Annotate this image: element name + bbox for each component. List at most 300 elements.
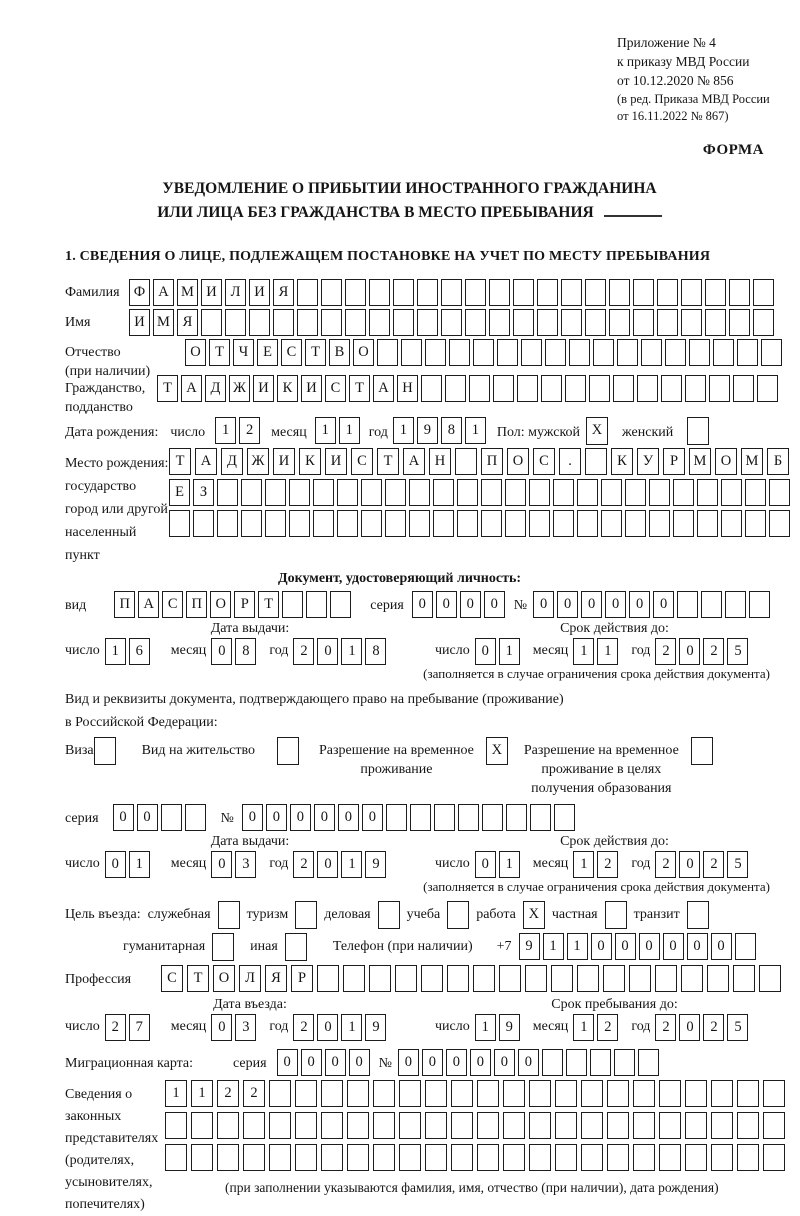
char-box[interactable]: 0 xyxy=(398,1049,419,1076)
char-box[interactable] xyxy=(445,375,466,402)
char-box[interactable] xyxy=(469,375,490,402)
char-box[interactable]: 0 xyxy=(615,933,636,960)
char-box[interactable]: 0 xyxy=(105,851,126,878)
char-box[interactable]: П xyxy=(481,448,503,475)
char-box[interactable] xyxy=(733,965,755,992)
char-box[interactable]: 1 xyxy=(567,933,588,960)
char-box[interactable]: С xyxy=(325,375,346,402)
char-box[interactable] xyxy=(737,1112,759,1139)
char-box[interactable]: 2 xyxy=(655,851,676,878)
char-box[interactable] xyxy=(503,1080,525,1107)
char-box[interactable]: Я xyxy=(177,309,198,336)
char-box[interactable]: О xyxy=(353,339,374,366)
char-box[interactable] xyxy=(685,375,706,402)
char-box[interactable]: И xyxy=(249,279,270,306)
char-box[interactable] xyxy=(735,933,756,960)
char-box[interactable]: Р xyxy=(234,591,255,618)
char-box[interactable]: И xyxy=(253,375,274,402)
char-box[interactable] xyxy=(711,1112,733,1139)
char-box[interactable] xyxy=(473,339,494,366)
char-box[interactable]: Ф xyxy=(129,279,150,306)
char-box[interactable]: 0 xyxy=(317,638,338,665)
char-box[interactable] xyxy=(337,479,358,506)
char-box[interactable] xyxy=(343,965,365,992)
char-box[interactable] xyxy=(633,279,654,306)
char-box[interactable] xyxy=(763,1080,785,1107)
char-box[interactable]: Н xyxy=(429,448,451,475)
char-box[interactable] xyxy=(457,510,478,537)
char-box[interactable] xyxy=(269,1112,291,1139)
char-box[interactable] xyxy=(361,510,382,537)
char-box[interactable]: У xyxy=(637,448,659,475)
char-box[interactable] xyxy=(659,1112,681,1139)
char-box[interactable]: К xyxy=(611,448,633,475)
char-box[interactable] xyxy=(761,339,782,366)
char-box[interactable] xyxy=(545,339,566,366)
char-box[interactable] xyxy=(590,1049,611,1076)
char-box[interactable] xyxy=(399,1144,421,1171)
char-box[interactable] xyxy=(191,1144,213,1171)
char-box[interactable]: Т xyxy=(169,448,191,475)
char-box[interactable] xyxy=(385,479,406,506)
char-box[interactable] xyxy=(289,510,310,537)
char-box[interactable]: 0 xyxy=(679,638,700,665)
char-box[interactable] xyxy=(399,1080,421,1107)
char-box[interactable]: 9 xyxy=(365,851,386,878)
char-box[interactable] xyxy=(165,1144,187,1171)
char-box[interactable]: Т xyxy=(209,339,230,366)
char-box[interactable] xyxy=(409,479,430,506)
char-box[interactable]: 0 xyxy=(484,591,505,618)
char-box[interactable] xyxy=(601,510,622,537)
char-box[interactable] xyxy=(721,479,742,506)
char-box[interactable]: 2 xyxy=(597,851,618,878)
char-box[interactable] xyxy=(249,309,270,336)
char-box[interactable]: К xyxy=(299,448,321,475)
char-box[interactable]: 2 xyxy=(293,851,314,878)
char-box[interactable] xyxy=(449,339,470,366)
char-box[interactable] xyxy=(659,1080,681,1107)
char-box[interactable] xyxy=(561,279,582,306)
char-box[interactable] xyxy=(529,1080,551,1107)
char-box[interactable] xyxy=(569,339,590,366)
char-box[interactable] xyxy=(607,1080,629,1107)
char-box[interactable] xyxy=(473,965,495,992)
char-box[interactable] xyxy=(321,279,342,306)
char-box[interactable] xyxy=(497,339,518,366)
char-box[interactable] xyxy=(517,375,538,402)
char-box[interactable]: 0 xyxy=(422,1049,443,1076)
char-box[interactable] xyxy=(337,510,358,537)
char-box[interactable] xyxy=(417,309,438,336)
char-box[interactable] xyxy=(345,309,366,336)
char-box[interactable] xyxy=(503,1144,525,1171)
char-box[interactable] xyxy=(217,510,238,537)
char-box[interactable]: Я xyxy=(273,279,294,306)
char-box[interactable] xyxy=(489,279,510,306)
char-box[interactable]: А xyxy=(195,448,217,475)
char-box[interactable] xyxy=(393,309,414,336)
char-box[interactable] xyxy=(577,479,598,506)
char-box[interactable]: И xyxy=(325,448,347,475)
char-box[interactable] xyxy=(481,479,502,506)
char-box[interactable] xyxy=(687,417,709,445)
char-box[interactable] xyxy=(733,375,754,402)
char-box[interactable] xyxy=(369,279,390,306)
char-box[interactable] xyxy=(425,1080,447,1107)
char-box[interactable] xyxy=(541,375,562,402)
char-box[interactable] xyxy=(633,309,654,336)
char-box[interactable]: 1 xyxy=(475,1014,496,1041)
char-box[interactable] xyxy=(673,510,694,537)
char-box[interactable]: 1 xyxy=(105,638,126,665)
char-box[interactable] xyxy=(505,479,526,506)
char-box[interactable] xyxy=(297,279,318,306)
char-box[interactable] xyxy=(729,309,750,336)
char-box[interactable]: 0 xyxy=(679,851,700,878)
char-box[interactable]: 0 xyxy=(436,591,457,618)
char-box[interactable] xyxy=(745,510,766,537)
char-box[interactable] xyxy=(649,479,670,506)
char-box[interactable] xyxy=(633,1112,655,1139)
char-box[interactable]: А xyxy=(403,448,425,475)
char-box[interactable] xyxy=(289,479,310,506)
char-box[interactable]: 1 xyxy=(465,417,486,444)
char-box[interactable] xyxy=(585,279,606,306)
char-box[interactable] xyxy=(691,737,713,765)
char-box[interactable] xyxy=(637,375,658,402)
char-box[interactable]: 8 xyxy=(235,638,256,665)
char-box[interactable] xyxy=(321,1144,343,1171)
char-box[interactable] xyxy=(633,1080,655,1107)
char-box[interactable]: . xyxy=(559,448,581,475)
char-box[interactable] xyxy=(489,309,510,336)
char-box[interactable] xyxy=(613,375,634,402)
char-box[interactable] xyxy=(295,901,317,929)
char-box[interactable]: 1 xyxy=(341,638,362,665)
char-box[interactable]: Л xyxy=(239,965,261,992)
char-box[interactable]: 0 xyxy=(494,1049,515,1076)
char-box[interactable] xyxy=(673,479,694,506)
char-box[interactable] xyxy=(641,339,662,366)
char-box[interactable] xyxy=(451,1080,473,1107)
char-box[interactable]: С xyxy=(161,965,183,992)
char-box[interactable] xyxy=(707,965,729,992)
char-box[interactable] xyxy=(737,339,758,366)
char-box[interactable] xyxy=(513,309,534,336)
char-box[interactable] xyxy=(665,339,686,366)
char-box[interactable] xyxy=(685,1144,707,1171)
char-box[interactable] xyxy=(745,479,766,506)
char-box[interactable]: 9 xyxy=(499,1014,520,1041)
char-box[interactable]: 0 xyxy=(362,804,383,831)
char-box[interactable]: 5 xyxy=(727,638,748,665)
char-box[interactable]: 8 xyxy=(365,638,386,665)
char-box[interactable] xyxy=(585,448,607,475)
char-box[interactable]: 0 xyxy=(338,804,359,831)
char-box[interactable] xyxy=(269,1144,291,1171)
char-box[interactable]: Р xyxy=(291,965,313,992)
char-box[interactable] xyxy=(212,933,234,961)
char-box[interactable] xyxy=(737,1144,759,1171)
char-box[interactable] xyxy=(94,737,116,765)
char-box[interactable]: В xyxy=(329,339,350,366)
char-box[interactable] xyxy=(385,510,406,537)
char-box[interactable]: 0 xyxy=(446,1049,467,1076)
char-box[interactable]: 2 xyxy=(655,638,676,665)
char-box[interactable] xyxy=(265,510,286,537)
char-box[interactable] xyxy=(753,279,774,306)
char-box[interactable]: 1 xyxy=(499,638,520,665)
char-box[interactable] xyxy=(737,1080,759,1107)
char-box[interactable]: 1 xyxy=(191,1080,213,1107)
char-box[interactable] xyxy=(225,309,246,336)
char-box[interactable] xyxy=(513,279,534,306)
char-box[interactable]: 1 xyxy=(315,417,336,444)
char-box[interactable]: 1 xyxy=(573,1014,594,1041)
char-box[interactable]: Е xyxy=(169,479,190,506)
char-box[interactable]: Д xyxy=(205,375,226,402)
char-box[interactable] xyxy=(617,339,638,366)
char-box[interactable] xyxy=(614,1049,635,1076)
char-box[interactable] xyxy=(607,1112,629,1139)
char-box[interactable]: 1 xyxy=(597,638,618,665)
char-box[interactable] xyxy=(347,1080,369,1107)
char-box[interactable]: Ж xyxy=(247,448,269,475)
char-box[interactable] xyxy=(577,510,598,537)
char-box[interactable] xyxy=(285,933,307,961)
char-box[interactable]: С xyxy=(533,448,555,475)
char-box[interactable] xyxy=(395,965,417,992)
char-box[interactable]: 0 xyxy=(475,851,496,878)
char-box[interactable]: С xyxy=(281,339,302,366)
char-box[interactable]: Т xyxy=(349,375,370,402)
char-box[interactable]: 0 xyxy=(629,591,650,618)
char-box[interactable] xyxy=(705,279,726,306)
char-box[interactable] xyxy=(685,1112,707,1139)
char-box[interactable] xyxy=(465,309,486,336)
char-box[interactable] xyxy=(161,804,182,831)
char-box[interactable]: 7 xyxy=(129,1014,150,1041)
char-box[interactable] xyxy=(393,279,414,306)
char-box[interactable] xyxy=(657,309,678,336)
char-box[interactable] xyxy=(585,309,606,336)
char-box[interactable]: 5 xyxy=(727,1014,748,1041)
char-box[interactable]: О xyxy=(213,965,235,992)
char-box[interactable]: 0 xyxy=(211,851,232,878)
char-box[interactable]: 2 xyxy=(243,1080,265,1107)
char-box[interactable]: И xyxy=(273,448,295,475)
char-box[interactable]: 1 xyxy=(215,417,236,444)
char-box[interactable] xyxy=(481,510,502,537)
char-box[interactable] xyxy=(661,375,682,402)
char-box[interactable] xyxy=(638,1049,659,1076)
char-box[interactable]: С xyxy=(162,591,183,618)
char-box[interactable]: 0 xyxy=(314,804,335,831)
char-box[interactable]: 1 xyxy=(341,851,362,878)
char-box[interactable] xyxy=(625,510,646,537)
char-box[interactable]: О xyxy=(507,448,529,475)
char-box[interactable] xyxy=(386,804,407,831)
char-box[interactable]: П xyxy=(186,591,207,618)
char-box[interactable]: 2 xyxy=(293,1014,314,1041)
char-box[interactable] xyxy=(433,479,454,506)
char-box[interactable]: 0 xyxy=(349,1049,370,1076)
char-box[interactable] xyxy=(763,1112,785,1139)
char-box[interactable] xyxy=(565,375,586,402)
char-box[interactable]: И xyxy=(201,279,222,306)
char-box[interactable]: 0 xyxy=(679,1014,700,1041)
char-box[interactable]: М xyxy=(177,279,198,306)
char-box[interactable]: 0 xyxy=(581,591,602,618)
char-box[interactable] xyxy=(297,309,318,336)
char-box[interactable] xyxy=(681,965,703,992)
char-box[interactable] xyxy=(282,591,303,618)
char-box[interactable] xyxy=(373,1112,395,1139)
char-box[interactable]: Я xyxy=(265,965,287,992)
char-box[interactable]: 0 xyxy=(325,1049,346,1076)
char-box[interactable] xyxy=(409,510,430,537)
char-box[interactable] xyxy=(553,479,574,506)
char-box[interactable]: П xyxy=(114,591,135,618)
char-box[interactable]: 0 xyxy=(605,591,626,618)
char-box[interactable]: 0 xyxy=(317,1014,338,1041)
char-box[interactable] xyxy=(625,479,646,506)
char-box[interactable]: 0 xyxy=(591,933,612,960)
char-box[interactable] xyxy=(697,479,718,506)
char-box[interactable]: Ч xyxy=(233,339,254,366)
char-box[interactable] xyxy=(451,1112,473,1139)
char-box[interactable]: И xyxy=(129,309,150,336)
char-box[interactable] xyxy=(503,1112,525,1139)
char-box[interactable] xyxy=(553,510,574,537)
char-box[interactable]: 0 xyxy=(557,591,578,618)
char-box[interactable]: 0 xyxy=(711,933,732,960)
char-box[interactable]: Т xyxy=(157,375,178,402)
char-box[interactable] xyxy=(417,279,438,306)
char-box[interactable] xyxy=(361,479,382,506)
char-box[interactable]: Р xyxy=(663,448,685,475)
char-box[interactable] xyxy=(477,1112,499,1139)
char-box[interactable]: 0 xyxy=(687,933,708,960)
char-box[interactable] xyxy=(542,1049,563,1076)
char-box[interactable] xyxy=(313,479,334,506)
char-box[interactable]: 0 xyxy=(475,638,496,665)
char-box[interactable] xyxy=(551,965,573,992)
char-box[interactable] xyxy=(593,339,614,366)
char-box[interactable]: К xyxy=(277,375,298,402)
char-box[interactable] xyxy=(505,510,526,537)
char-box[interactable] xyxy=(763,1144,785,1171)
char-box[interactable] xyxy=(399,1112,421,1139)
char-box[interactable] xyxy=(457,479,478,506)
char-box[interactable] xyxy=(410,804,431,831)
char-box[interactable] xyxy=(757,375,778,402)
char-box[interactable] xyxy=(306,591,327,618)
char-box[interactable] xyxy=(243,1112,265,1139)
char-box[interactable] xyxy=(609,309,630,336)
char-box[interactable] xyxy=(603,965,625,992)
char-box[interactable]: 2 xyxy=(217,1080,239,1107)
char-box[interactable] xyxy=(369,965,391,992)
char-box[interactable]: 0 xyxy=(470,1049,491,1076)
char-box[interactable] xyxy=(378,901,400,929)
char-box[interactable]: 5 xyxy=(727,851,748,878)
char-box[interactable]: 0 xyxy=(412,591,433,618)
char-box[interactable]: X xyxy=(486,737,508,765)
char-box[interactable]: Б xyxy=(767,448,789,475)
char-box[interactable] xyxy=(347,1112,369,1139)
char-box[interactable] xyxy=(685,1080,707,1107)
char-box[interactable] xyxy=(433,510,454,537)
char-box[interactable] xyxy=(401,339,422,366)
char-box[interactable] xyxy=(537,279,558,306)
char-box[interactable]: 9 xyxy=(417,417,438,444)
char-box[interactable] xyxy=(659,1144,681,1171)
char-box[interactable] xyxy=(425,1112,447,1139)
char-box[interactable]: 0 xyxy=(653,591,674,618)
char-box[interactable]: Н xyxy=(397,375,418,402)
char-box[interactable]: О xyxy=(210,591,231,618)
char-box[interactable]: 0 xyxy=(639,933,660,960)
char-box[interactable]: А xyxy=(138,591,159,618)
char-box[interactable] xyxy=(421,965,443,992)
char-box[interactable]: 0 xyxy=(266,804,287,831)
char-box[interactable]: А xyxy=(153,279,174,306)
char-box[interactable] xyxy=(677,591,698,618)
char-box[interactable] xyxy=(321,309,342,336)
char-box[interactable] xyxy=(447,965,469,992)
char-box[interactable]: 0 xyxy=(663,933,684,960)
char-box[interactable]: 9 xyxy=(519,933,540,960)
char-box[interactable]: С xyxy=(351,448,373,475)
char-box[interactable] xyxy=(581,1112,603,1139)
char-box[interactable] xyxy=(265,479,286,506)
char-box[interactable] xyxy=(605,901,627,929)
char-box[interactable] xyxy=(529,1112,551,1139)
char-box[interactable] xyxy=(749,591,770,618)
char-box[interactable] xyxy=(729,279,750,306)
char-box[interactable] xyxy=(201,309,222,336)
char-box[interactable] xyxy=(725,591,746,618)
char-box[interactable] xyxy=(525,965,547,992)
char-box[interactable]: З xyxy=(193,479,214,506)
char-box[interactable]: 1 xyxy=(499,851,520,878)
char-box[interactable] xyxy=(701,591,722,618)
char-box[interactable]: 2 xyxy=(655,1014,676,1041)
char-box[interactable]: 0 xyxy=(277,1049,298,1076)
char-box[interactable] xyxy=(441,279,462,306)
char-box[interactable] xyxy=(655,965,677,992)
char-box[interactable]: Е xyxy=(257,339,278,366)
char-box[interactable] xyxy=(759,965,781,992)
char-box[interactable]: 8 xyxy=(441,417,462,444)
char-box[interactable] xyxy=(581,1080,603,1107)
char-box[interactable] xyxy=(191,1112,213,1139)
char-box[interactable] xyxy=(477,1144,499,1171)
char-box[interactable]: 2 xyxy=(597,1014,618,1041)
char-box[interactable]: 3 xyxy=(235,851,256,878)
char-box[interactable]: 2 xyxy=(293,638,314,665)
char-box[interactable] xyxy=(447,901,469,929)
char-box[interactable] xyxy=(554,804,575,831)
char-box[interactable] xyxy=(321,1112,343,1139)
char-box[interactable] xyxy=(537,309,558,336)
char-box[interactable]: А xyxy=(181,375,202,402)
char-box[interactable]: 0 xyxy=(301,1049,322,1076)
char-box[interactable]: Д xyxy=(221,448,243,475)
char-box[interactable]: Ж xyxy=(229,375,250,402)
